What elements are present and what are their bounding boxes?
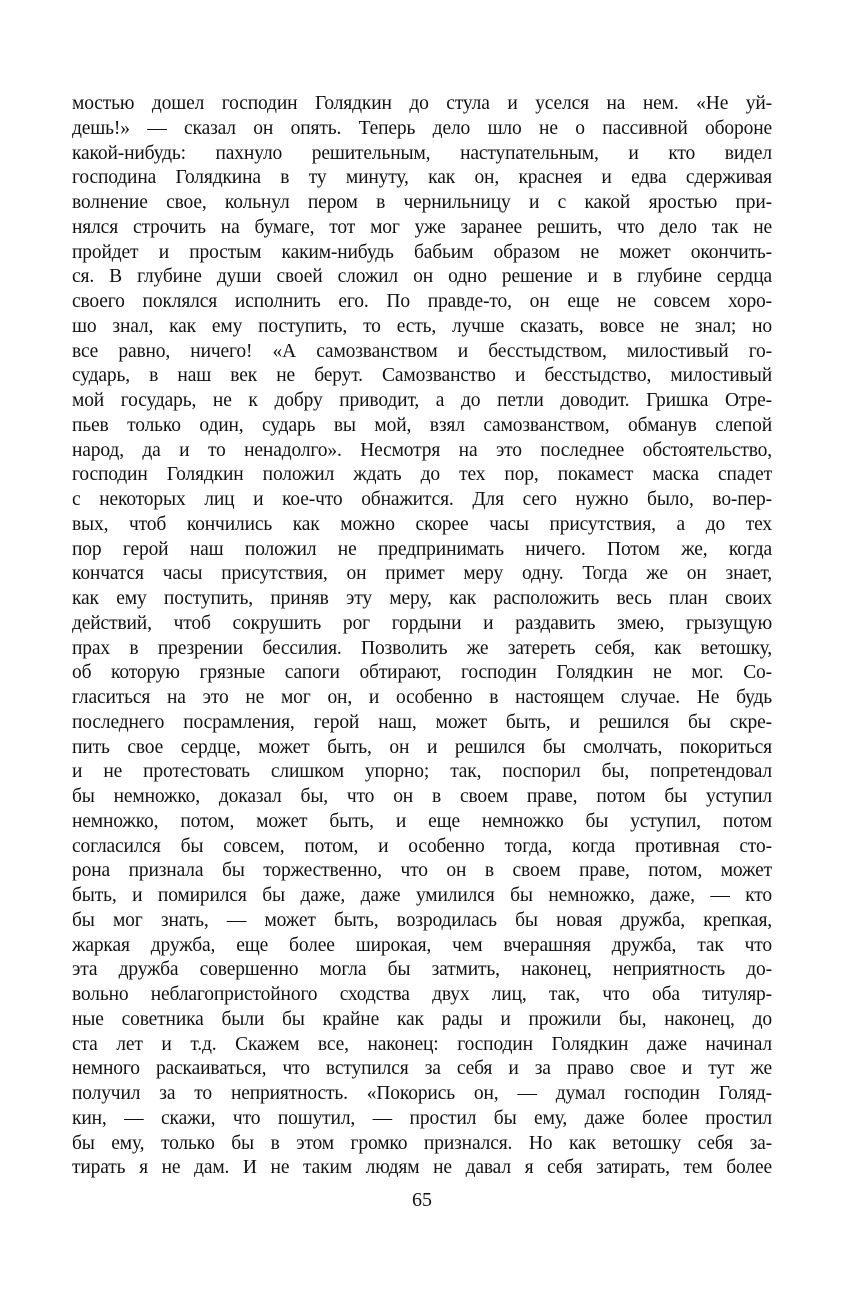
text-line: ся. В глубине души своей сложил он одно решение и в глубине сердца xyxy=(72,266,772,288)
text-line: господина Голядкина в ту минуту, как он, краснея и едва сдерживая xyxy=(72,167,772,189)
text-line: гласиться на это не мог он, и особенно в настоящем случае. Не будь xyxy=(72,687,772,708)
text-line: действий, чтоб сокрушить рог гордыни и раздавить змею, грызущую xyxy=(72,612,772,634)
text-line: сударь, в наш век не берут. Самозванство и бесстыдство, милостивый xyxy=(72,365,772,387)
text-line: кончатся часы присутствия, он примет меру одну. Тогда же он знает, xyxy=(72,563,772,585)
text-line: согласился бы совсем, потом, и особенно тогда, когда противная сто- xyxy=(72,835,772,857)
text-line: пройдет и простым каким-нибудь бабьим образом не может окончить- xyxy=(72,241,772,263)
text-line: рона признала бы торжественно, что он в своем праве, потом, может xyxy=(72,860,772,882)
text-line: кин, — скажи, что пошутил, — простил бы ему, даже более простил xyxy=(72,1107,772,1129)
text-line: прах в презрении бессилия. Позволить же затереть себя, как ветошку, xyxy=(72,637,772,659)
text-line: бы мог знать, — может быть, возродилась бы новая дружба, крепкая, xyxy=(72,909,772,931)
text-line: немного раскаиваться, что вступился за себя и за право свое и тут же xyxy=(72,1058,772,1080)
text-line: об которую грязные сапоги обтирают, господин Голядкин не мог. Со- xyxy=(72,662,772,684)
text-line: с некоторых лиц и кое-что обнажится. Для сего нужно было, во-пер- xyxy=(72,489,772,510)
text-line: последнего посрамления, герой наш, может быть, и решился бы скре- xyxy=(72,711,772,733)
text-line: пить свое сердце, может быть, он и решился бы смолчать, покориться xyxy=(72,736,772,758)
text-line: бы немножко, доказал бы, что он в своем праве, потом бы уступил xyxy=(72,786,772,807)
text-line: вых, чтоб кончились как можно скорее часы присутствия, а до тех xyxy=(72,513,772,535)
text-line: бы ему, только бы в этом громко признался. Но как ветошку себя за- xyxy=(72,1132,772,1154)
body-text xyxy=(72,92,772,1181)
text-line: шо знал, как ему поступить, то есть, лучше сказать, вовсе не знал; но xyxy=(72,315,772,337)
text-line: волнение свое, кольнул пером в чернильницу и с какой яростью при- xyxy=(72,192,772,213)
text-line: мой государь, не к добру приводит, а до петли доводит. Гришка Отре- xyxy=(72,390,772,411)
text-line: жаркая дружба, еще более широкая, чем вчерашняя дружба, так что xyxy=(72,934,772,956)
text-line: пьев только один, сударь вы мой, взял самозванством, обманув слепой xyxy=(72,414,772,436)
text-line: нялся строчить на бумаге, тот мог уже заранее решить, что дело так не xyxy=(72,216,772,238)
text-line: немножко, потом, может быть, и еще немножко бы уступил, потом xyxy=(72,810,772,832)
page-number: 65 xyxy=(412,1189,432,1211)
text-line: ные советника были бы крайне как рады и прожили бы, наконец, до xyxy=(72,1008,772,1030)
text-line: получил за то неприятность. «Покорись он, — думал господин Голяд- xyxy=(72,1083,772,1104)
text-line: и не протестовать слишком упорно; так, поспорил бы, попретендовал xyxy=(72,761,772,783)
text-line: быть, и помирился бы даже, даже умилился бы немножко, даже, — кто xyxy=(72,885,772,906)
text-line: тирать я не дам. И не таким людям не давал я себя затирать, тем более xyxy=(72,1157,772,1179)
text-line: как ему поступить, приняв эту меру, как расположить весь план своих xyxy=(72,588,772,609)
text-line: какой-нибудь: пахнуло решительным, наступательным, и кто видел xyxy=(72,142,772,164)
text-line: господин Голядкин положил ждать до тех пор, покамест маска спадет xyxy=(72,464,772,486)
text-line: все равно, ничего! «А самозванством и бесстыдством, милостивый го- xyxy=(72,340,772,362)
text-line: своего поклялся исполнить его. По правде-то, он еще не совсем хоро- xyxy=(72,291,772,312)
text-line: народ, да и то ненадолго». Несмотря на это последнее обстоятельство, xyxy=(72,439,772,461)
text-line: мостью дошел господин Голядкин до стула и уселся на нем. «Не уй- xyxy=(72,93,772,114)
text-line: эта дружба совершенно могла бы затмить, наконец, неприятность до- xyxy=(72,959,772,981)
text-line: ста лет и т.д. Скажем все, наконец: господин Голядкин даже начинал xyxy=(72,1033,772,1055)
text-line: вольно неблагопристойного сходства двух лиц, так, что оба титуляр- xyxy=(72,984,772,1005)
text-line: дешь!» — сказал он опять. Теперь дело шло не о пассивной обороне xyxy=(72,117,772,139)
text-line: пор герой наш положил не предпринимать ничего. Потом же, когда xyxy=(72,538,772,560)
